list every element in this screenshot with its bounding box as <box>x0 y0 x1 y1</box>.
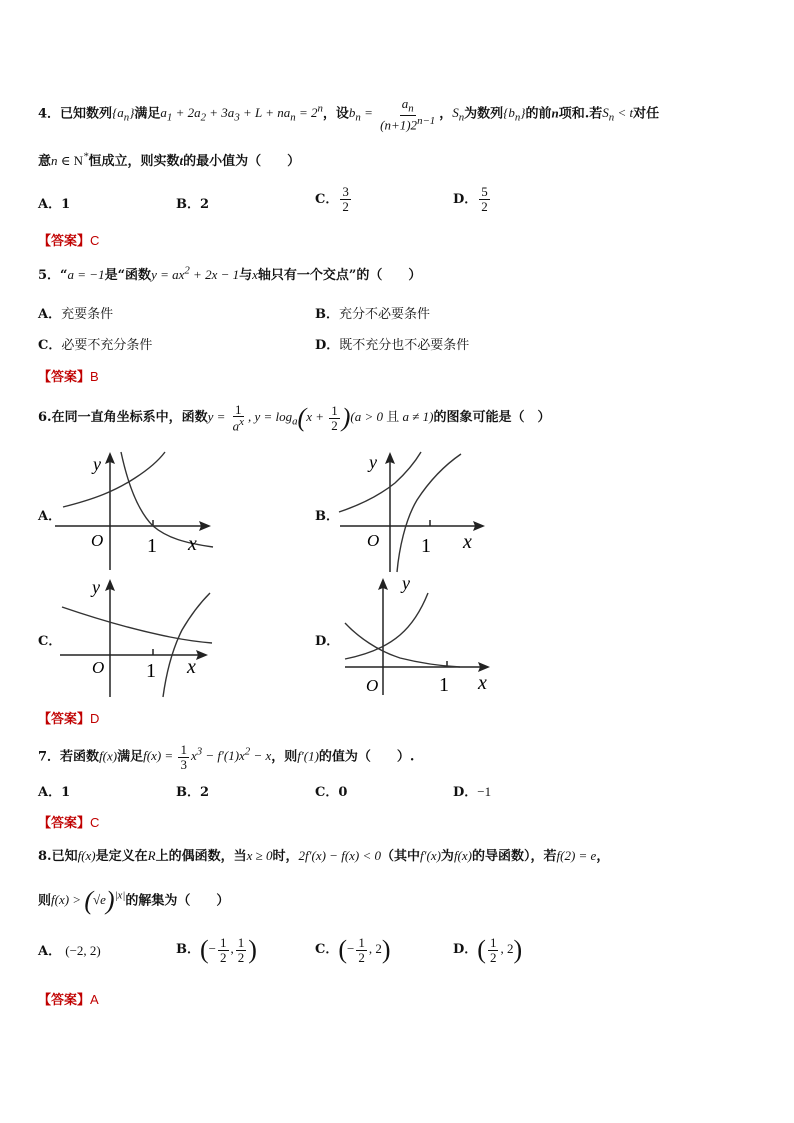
q4-line2: 意n ∈ N*恒成立，则实数t的最小值为（ ） <box>38 150 301 169</box>
q6-graph-a[interactable] <box>55 450 220 572</box>
svg-text:x: x <box>478 672 487 694</box>
svg-text:y: y <box>93 454 101 474</box>
q8-answer: 【答案】A <box>38 992 99 1008</box>
q4-line1: 4．已知数列$\{a_n\}$满足$a_1 + 2a_2 + 3a_3 + L + na_n = 2^n$，设$b_n$ = $\frac{a_n}{(n+1)2^{n-1}}$ ，$S_n$为数列$\{b_n\}$的前n项和.若$S_n < t$对任 <box>38 95 660 133</box>
log-curve <box>345 623 460 667</box>
q5-option-d[interactable]: D．既不充分也不必要条件 <box>315 338 470 353</box>
q5-option-c[interactable]: C．必要不充分条件 <box>38 338 153 353</box>
log-curve <box>121 452 213 547</box>
q6-graph-b[interactable] <box>335 450 495 575</box>
q7-option-d[interactable]: D．−1 <box>453 784 492 800</box>
q8-option-b[interactable]: B．(− $\frac{1}{2}$ , $\frac{1}{2}$ ) <box>176 934 257 965</box>
exp-curve <box>345 593 428 659</box>
svg-text:x: x <box>188 533 197 555</box>
svg-text:1: 1 <box>439 674 449 696</box>
svg-text:O: O <box>366 676 379 695</box>
exp-curve <box>62 607 212 643</box>
q4-option-c[interactable]: C． $\frac{3}{2}$ <box>315 184 349 214</box>
q4-option-d[interactable]: D． $\frac{5}{2}$ <box>453 184 488 214</box>
q7-option-a[interactable]: A．1 <box>38 785 71 800</box>
svg-text:O: O <box>91 531 104 550</box>
q7-option-c[interactable]: C．0 <box>315 785 348 800</box>
svg-text:y: y <box>92 577 100 597</box>
q6-label-d: D． <box>315 634 340 649</box>
svg-text:y: y <box>369 452 377 472</box>
log-curve <box>163 593 210 697</box>
q8-option-c[interactable]: C．(− $\frac{1}{2}$ , 2) <box>315 934 391 965</box>
svg-text:x: x <box>463 531 472 553</box>
svg-text:1: 1 <box>421 535 431 557</box>
q4-seq-a: $\{a_n\}$ <box>112 105 135 124</box>
q8-option-d[interactable]: D．( $\frac{1}{2}$ , 2) <box>453 934 523 965</box>
q7-stem: 7．若函数f(x)满足f(x) = $\frac{1}{3}$ $x^3 - f'(1)x^2 - x$，则f′(1)的值为（ ）. <box>38 742 415 772</box>
svg-text:y: y <box>402 573 410 593</box>
q4-option-b[interactable]: B．2 <box>176 197 210 212</box>
q5-stem: 5．“a = −1是“函数$y = ax^2 + 2x - 1$与x轴只有一个交点”的（ ） <box>38 264 422 283</box>
q8-line2: 则$f(x) > (√e)^{|x|}$的解集为（ ） <box>38 886 230 916</box>
q5-answer: 【答案】B <box>38 369 99 385</box>
q4-number: 4． <box>38 106 61 122</box>
svg-text:O: O <box>367 531 380 550</box>
exp-curve <box>339 452 421 512</box>
svg-text:1: 1 <box>147 535 157 557</box>
q6-stem: 6.在同一直角坐标系中，函数y = $\frac{1}{a^x}$ , $y = \log_a(x$ + $\frac{1}{2}$ )(a > 0 且 a ≠ 1)的图象可能是（ ） <box>38 401 551 434</box>
q6-label-b: B． <box>315 509 339 524</box>
q8-option-a[interactable]: A． (−2, 2) <box>38 943 101 959</box>
q4-answer: 【答案】C <box>38 233 100 249</box>
svg-text:x: x <box>187 656 196 678</box>
q6-answer: 【答案】D <box>38 711 100 727</box>
q7-option-b[interactable]: B．2 <box>176 785 210 800</box>
q4-option-a[interactable]: A．1 <box>38 197 71 212</box>
q8-line1: 8.已知f(x)是定义在R上的偶函数，当x ≥ 0时，2f′(x) − f(x) < 0（其中f′(x)为f(x)的导函数），若f(2) = e， <box>38 848 610 864</box>
q6-graph-c[interactable] <box>60 575 220 700</box>
q5-option-b[interactable]: B．充分不必要条件 <box>315 307 431 322</box>
q6-label-a: A． <box>38 509 62 524</box>
svg-text:O: O <box>92 658 105 677</box>
svg-text:1: 1 <box>146 660 156 682</box>
q4-bn-def: $b_n$ = $\frac{a_n}{(n+1)2^{n-1}}$ <box>348 95 436 133</box>
q6-label-c: C． <box>38 634 62 649</box>
q4-equation: $a_1 + 2a_2 + 3a_3 + L + na_n = 2^n$ <box>160 103 323 124</box>
q6-graph-d[interactable] <box>340 573 500 698</box>
q5-option-a[interactable]: A．充要条件 <box>38 307 114 322</box>
exp-curve <box>63 452 165 507</box>
q7-answer: 【答案】C <box>38 815 100 831</box>
